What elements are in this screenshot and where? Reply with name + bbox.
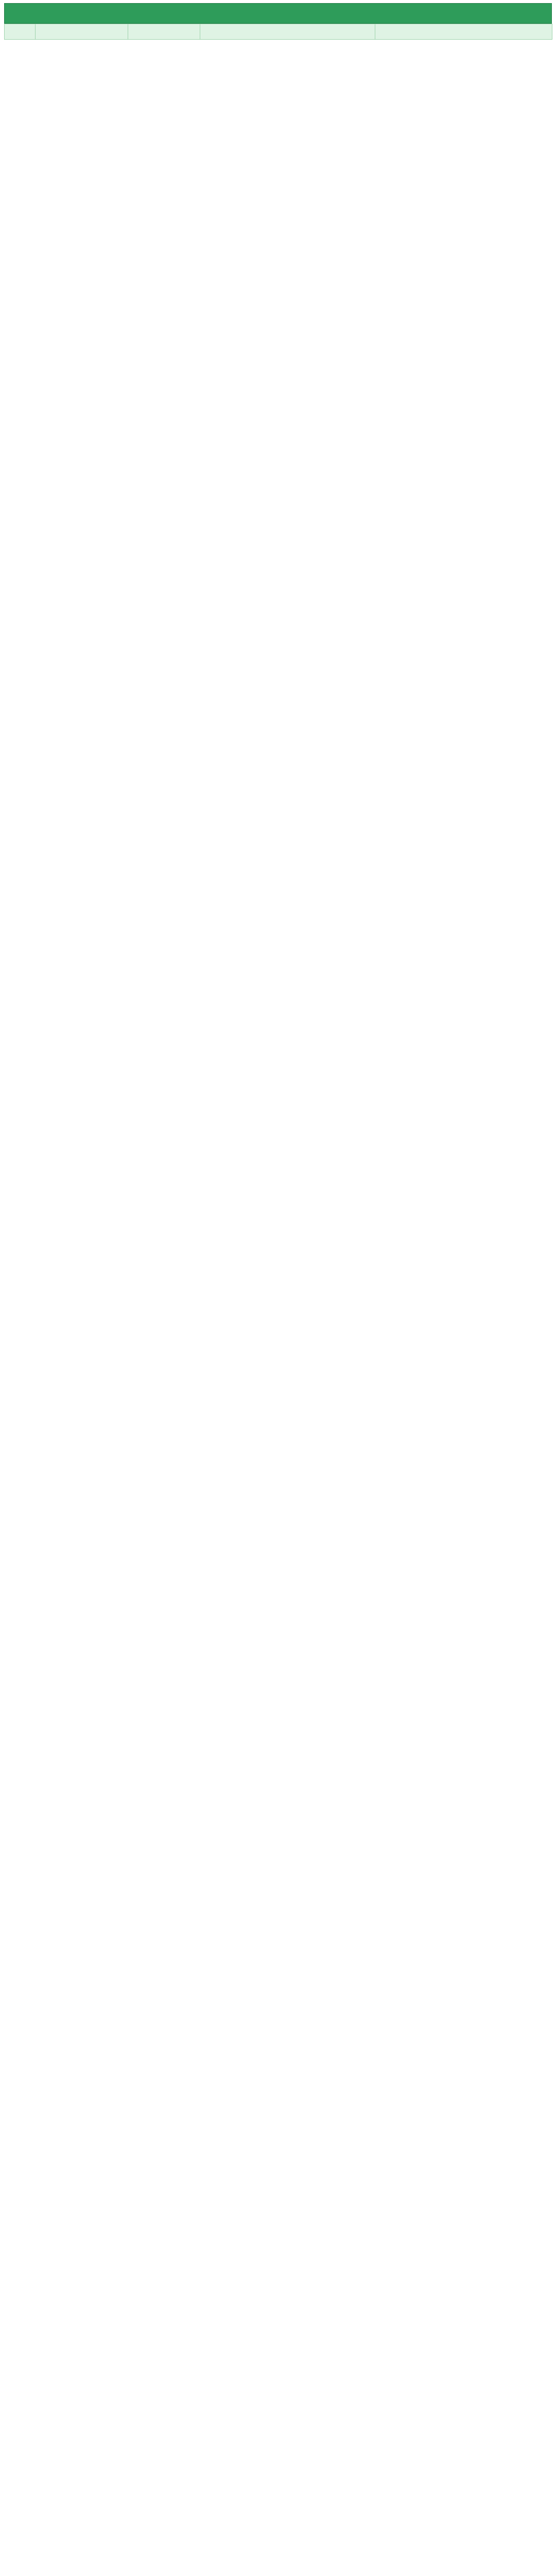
header-application-type (128, 24, 200, 40)
approval-table (4, 24, 552, 40)
header-operator (375, 24, 552, 40)
table-header-row (5, 24, 552, 40)
header-game-name (36, 24, 128, 40)
table-header (5, 24, 552, 40)
header-publisher (200, 24, 375, 40)
header-serial-number (5, 24, 36, 40)
page-title (4, 3, 552, 24)
